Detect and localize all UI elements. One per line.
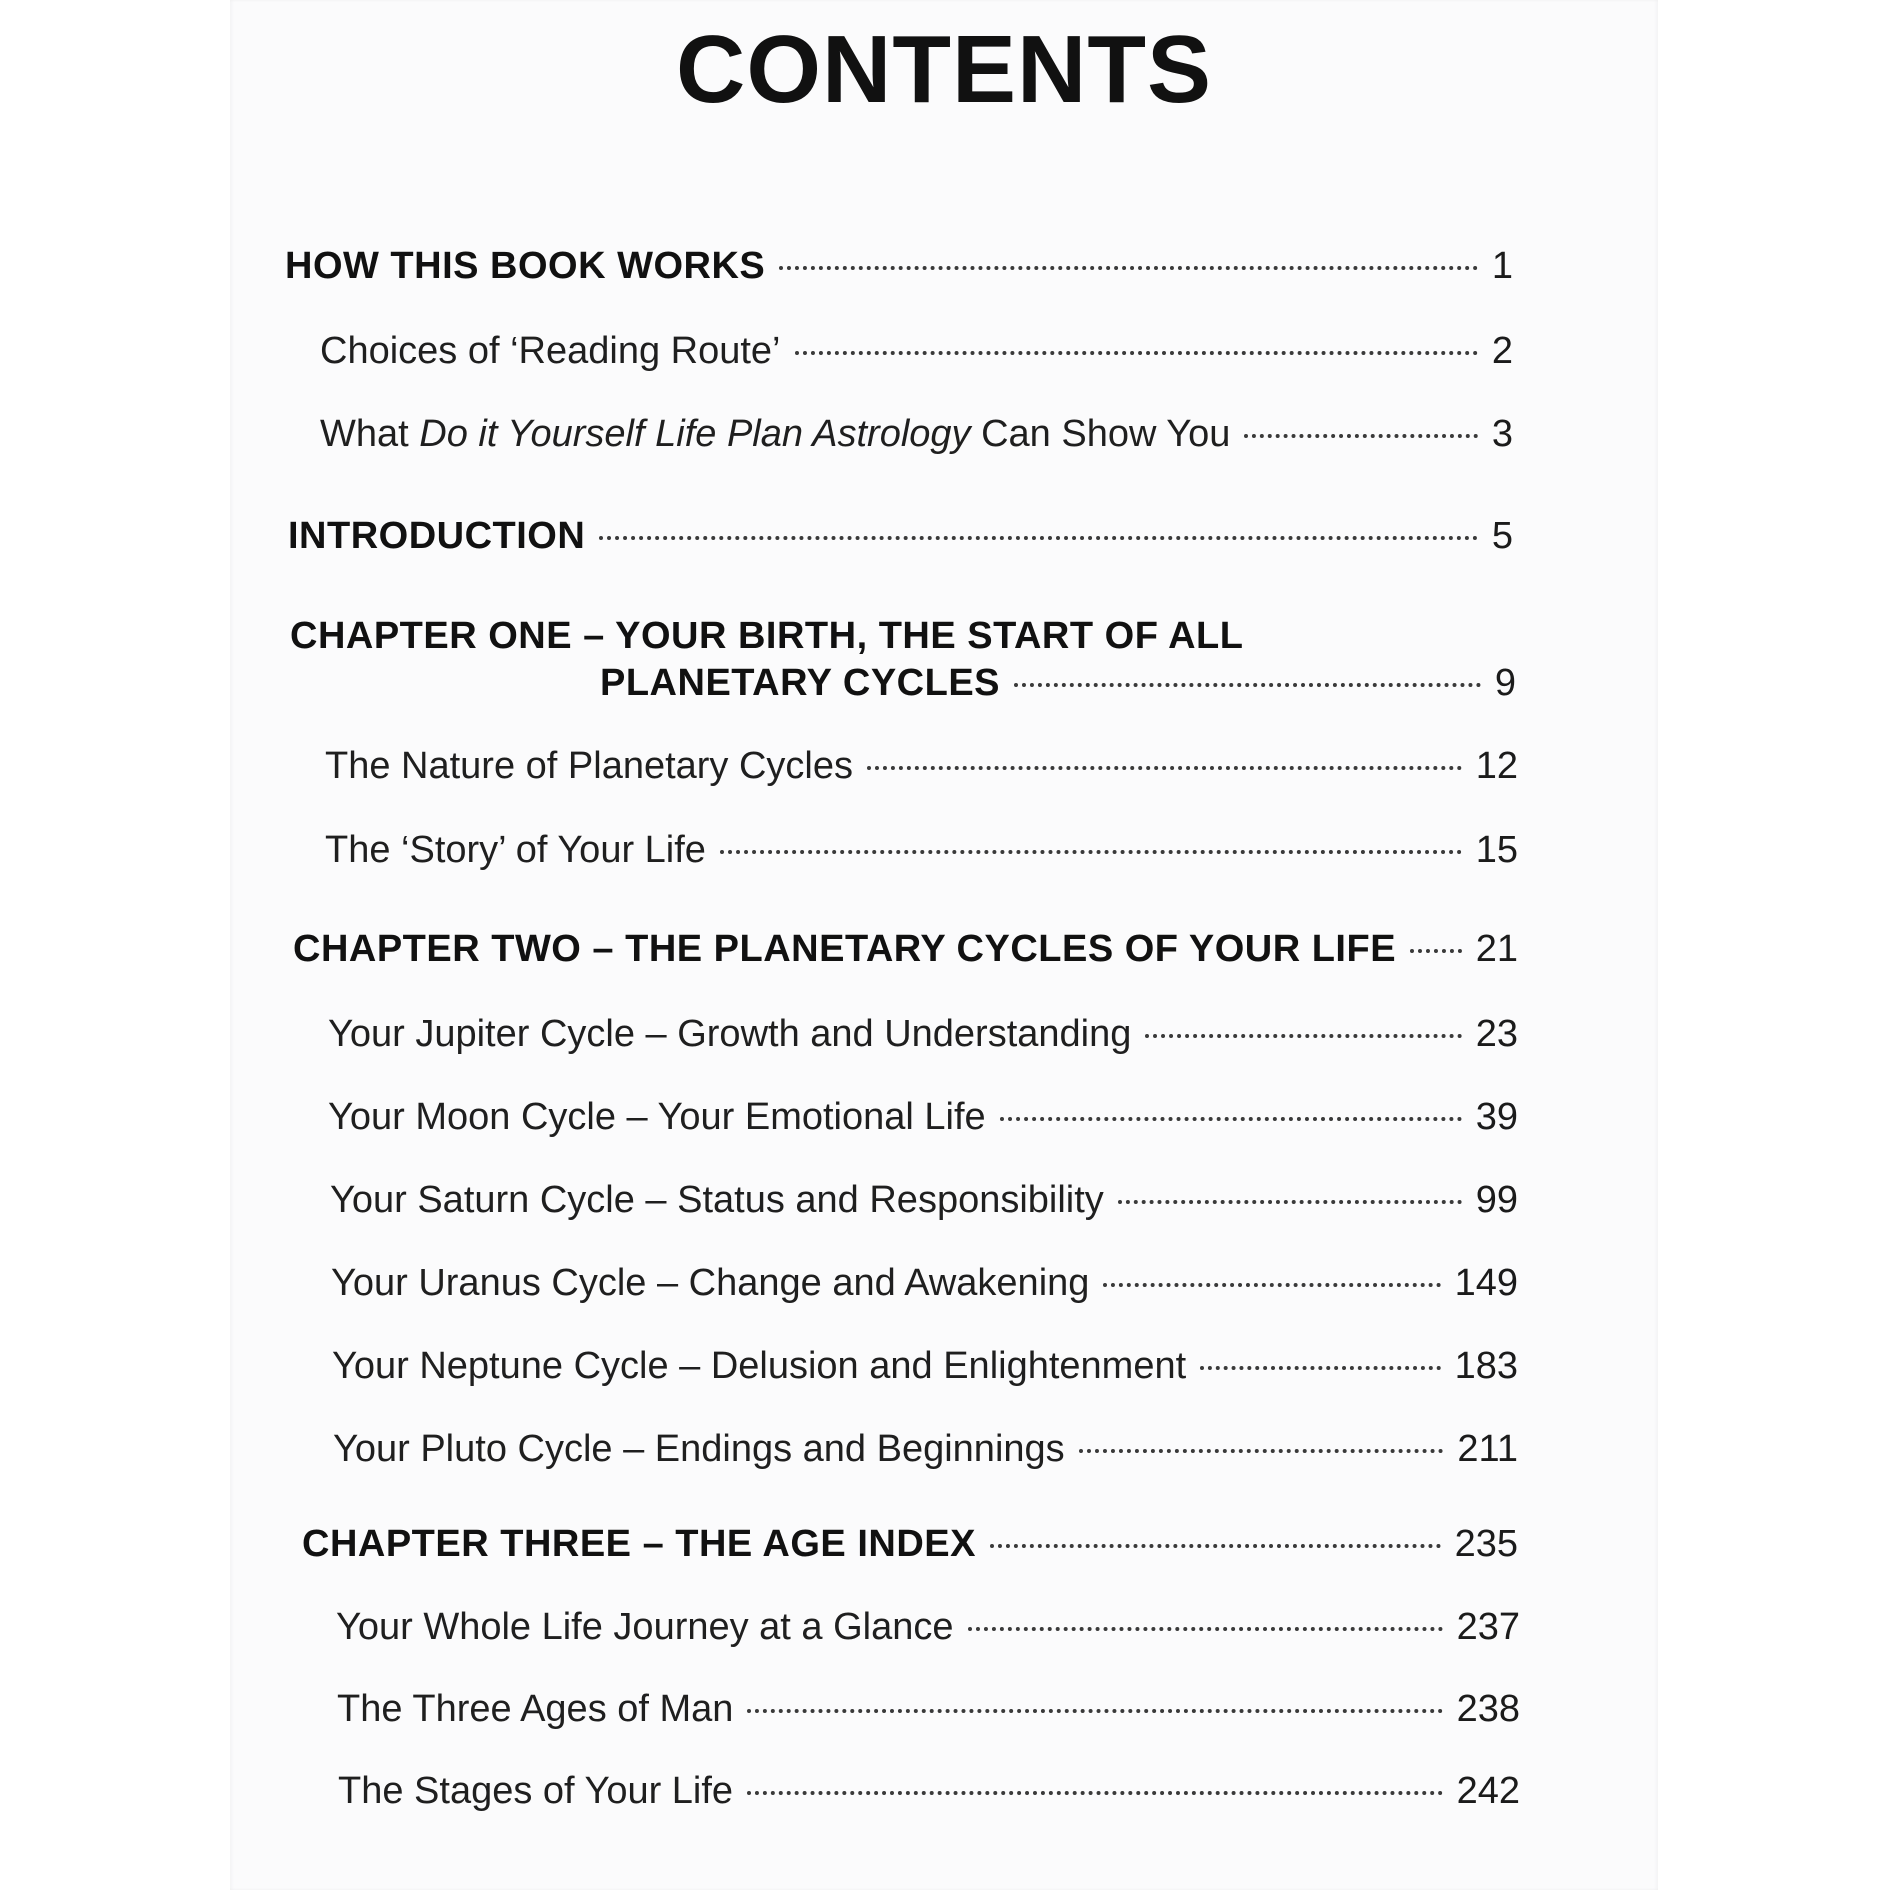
toc-entry-label: HOW THIS BOOK WORKS	[285, 245, 766, 287]
toc-entry-pluto-cycle	[333, 1428, 1518, 1471]
dot-leader	[1014, 683, 1481, 687]
toc-entry-how-this-book-works	[285, 245, 1513, 288]
toc-entry-page: 15	[1475, 829, 1518, 871]
toc-entry-label: Choices of ‘Reading Route’	[320, 330, 781, 372]
toc-entry-page: 21	[1475, 928, 1518, 970]
toc-entry-page: 211	[1457, 1428, 1518, 1470]
toc-entry-label: The Stages of Your Life	[338, 1770, 734, 1812]
toc-entry-page: 3	[1491, 413, 1513, 455]
dot-leader	[867, 766, 1462, 770]
toc-entry-uranus-cycle	[331, 1262, 1518, 1305]
toc-entry-neptune-cycle	[332, 1345, 1518, 1388]
toc-entry-three-ages	[337, 1688, 1520, 1731]
label-suffix: Can Show You	[970, 413, 1231, 455]
toc-entry-page: 237	[1456, 1606, 1520, 1648]
toc-entry-page: 99	[1475, 1179, 1518, 1221]
dot-leader	[1244, 434, 1477, 438]
toc-entry-label: Your Whole Life Journey at a Glance	[336, 1606, 954, 1648]
dot-leader	[795, 351, 1478, 355]
toc-entry-page: 149	[1454, 1262, 1518, 1304]
toc-entry-page: 235	[1454, 1523, 1518, 1565]
toc-entry-stages-of-life	[338, 1770, 1520, 1813]
toc-entry-label: CHAPTER TWO – THE PLANETARY CYCLES OF YOUR LIFE	[293, 928, 1397, 970]
toc-entry-saturn-cycle	[330, 1179, 1518, 1222]
dot-leader	[1079, 1449, 1444, 1453]
toc-entry-page: 183	[1454, 1345, 1518, 1387]
toc-entry-whole-life-journey	[336, 1606, 1520, 1649]
toc-entry-label: Your Uranus Cycle – Change and Awakening	[331, 1262, 1090, 1304]
toc-entry-label: The ‘Story’ of Your Life	[325, 829, 706, 871]
toc-entry-label: Your Moon Cycle – Your Emotional Life	[328, 1096, 986, 1138]
dot-leader	[1410, 949, 1462, 953]
dot-leader	[1145, 1034, 1461, 1038]
toc-entry-label: CHAPTER THREE – THE AGE INDEX	[302, 1523, 976, 1565]
toc-entry-jupiter-cycle	[328, 1013, 1518, 1056]
toc-entry-nature-of-cycles	[325, 745, 1518, 788]
dot-leader	[968, 1627, 1443, 1631]
dot-leader	[747, 1709, 1442, 1713]
toc-entry-label: Your Saturn Cycle – Status and Responsibility	[330, 1179, 1104, 1221]
toc-entry-page: 12	[1475, 745, 1518, 787]
toc-entry-label: Your Neptune Cycle – Delusion and Enlightenment	[332, 1345, 1187, 1387]
toc-entry-label: PLANETARY CYCLES	[600, 662, 1001, 704]
toc-entry-chapter-one	[600, 662, 1516, 705]
toc-entry-label	[320, 413, 1230, 456]
toc-entry-label: Your Pluto Cycle – Endings and Beginnings	[333, 1428, 1065, 1470]
toc-entry-page: 5	[1491, 515, 1513, 557]
book-page	[230, 0, 1658, 1890]
toc-entry-story-of-life	[325, 829, 1518, 872]
toc-entry-label: The Three Ages of Man	[337, 1688, 734, 1730]
dot-leader	[1103, 1283, 1440, 1287]
toc-entry-page: 9	[1494, 662, 1516, 704]
label-prefix: What	[320, 413, 420, 455]
page-title: CONTENTS	[676, 16, 1212, 123]
toc-entry-label: INTRODUCTION	[288, 515, 586, 557]
toc-entry-page: 23	[1475, 1013, 1518, 1055]
toc-entry-introduction	[288, 515, 1513, 558]
dot-leader	[990, 1544, 1441, 1548]
toc-entry-chapter-one-line1: CHAPTER ONE – YOUR BIRTH, THE START OF ALL	[290, 615, 1244, 657]
dot-leader	[599, 536, 1478, 540]
toc-entry-page: 1	[1491, 245, 1513, 287]
toc-entry-page: 242	[1456, 1770, 1520, 1812]
dot-leader	[747, 1791, 1443, 1795]
book-title-italic: Do it Yourself Life Plan Astrology	[419, 413, 971, 455]
dot-leader	[779, 266, 1478, 270]
toc-entry-page: 2	[1491, 330, 1513, 372]
toc-entry-reading-route	[320, 330, 1513, 373]
dot-leader	[720, 850, 1462, 854]
dot-leader	[1118, 1200, 1462, 1204]
toc-entry-moon-cycle	[328, 1096, 1518, 1139]
dot-leader	[1200, 1366, 1440, 1370]
toc-entry-page: 238	[1456, 1688, 1520, 1730]
toc-entry-chapter-two	[293, 928, 1518, 971]
toc-entry-chapter-three	[302, 1523, 1518, 1566]
dot-leader	[1000, 1117, 1462, 1121]
toc-entry-what-it-can-show-you	[320, 413, 1513, 456]
toc-entry-label: Your Jupiter Cycle – Growth and Understanding	[328, 1013, 1132, 1055]
toc-entry-label: The Nature of Planetary Cycles	[325, 745, 854, 787]
toc-entry-page: 39	[1475, 1096, 1518, 1138]
